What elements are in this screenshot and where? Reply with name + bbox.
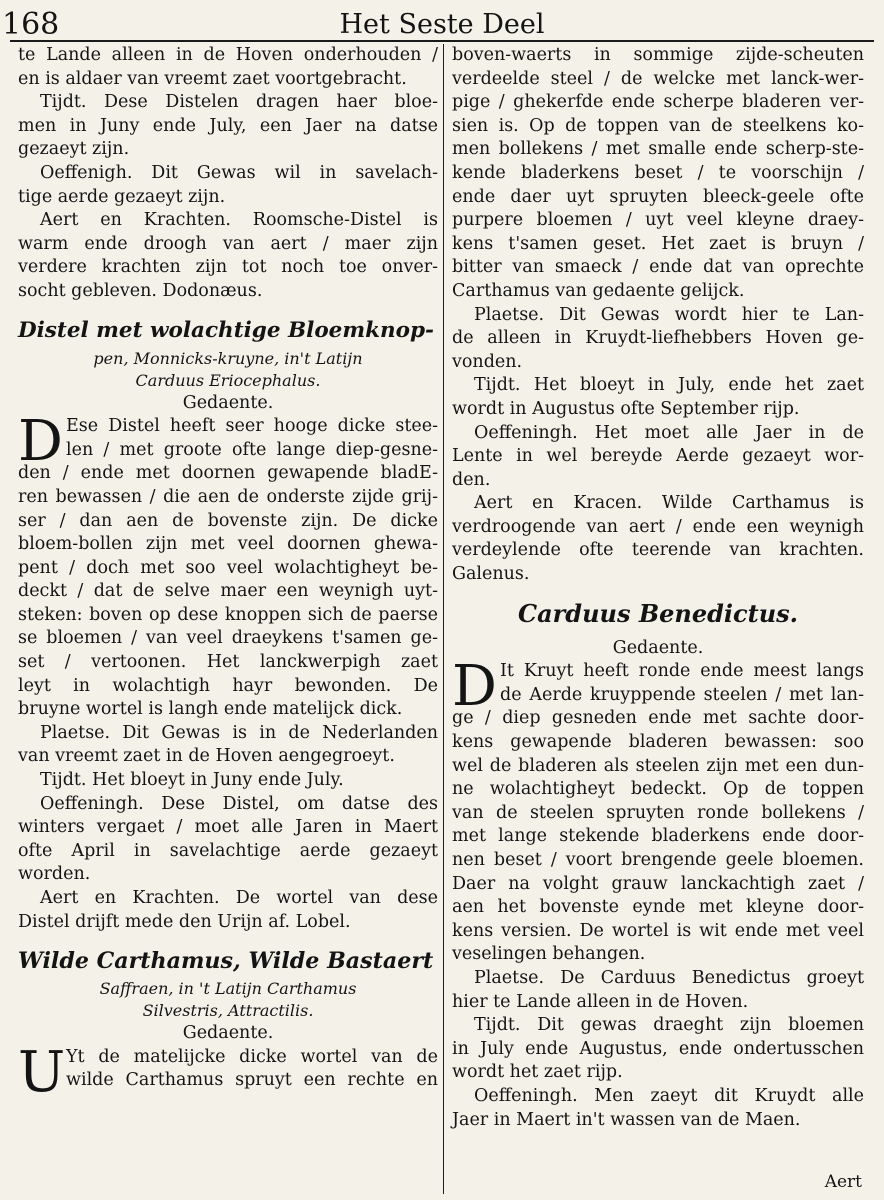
text-line: den / ende met doornen gewapende bladE- [18,463,438,484]
drop-cap-letter: D [452,654,497,720]
section-title: Wilde Carthamus, Wilde Bastaert [18,948,434,975]
drop-cap-letter: D [18,409,63,475]
text-line: ofte April in savelachtige aerde gezaeyt [18,840,438,861]
text-line: gezaeyt zijn. [18,139,130,160]
text-line: kende bladerkens beset / te voorschijn / [452,162,864,183]
text-line: Tijdt. Het bloeyt in July, ende het zaet [474,375,864,396]
text-line: Tijdt. Het bloeyt in Juny ende July. [40,770,344,791]
text-line: Jaer in Maert in't wassen van de Maen. [452,1109,801,1130]
text-line: den. [452,469,491,490]
spacer [452,587,864,597]
text-line: ne wolachtigheyt bedeckt. Op de toppen [452,779,864,800]
text-line: hier te Lande alleen in de Hoven. [452,991,749,1012]
text-line: purpere bloemen / uyt veel kleyne draey- [452,210,864,231]
text-line: de alleen in Kruydt-liefhebbers Hoven ge- [452,328,864,349]
text-line: len / met groote ofte lange diep-gesne- [66,439,438,460]
text-line: steken: boven op dese knoppen sich de paerse [18,604,438,625]
text-line: Aert en Kracen. Wilde Carthamus is [474,493,864,514]
text-line: tige aerde gezaeyt zijn. [18,186,226,207]
text-line: te Lande alleen in de Hoven onderhouden / [18,45,438,65]
text-line: kens t'samen geset. Het zaet is bruyn / [452,233,864,254]
text-line: Plaetse. Dit Gewas is in de Nederlanden [40,722,438,743]
right-column [452,44,864,1132]
text-line: Oeffeningh. Dese Distel, om datse des [40,793,438,814]
running-title: Het Seste Deel [339,9,545,40]
text-line: It Kruyt heeft ronde ende meest langs [500,661,864,682]
text-line: set / vertoonen. Het lanckwerpigh zaet [18,652,438,673]
text-line: boven-waerts in sommige zijde-scheuten [452,45,864,65]
text-line: Plaetse. De Carduus Benedictus groeyt [474,967,864,988]
text-line: Yt de matelijcke dicke wortel van de [66,1046,438,1067]
text-line: wel de bladeren als steelen zijn met een dun- [452,755,864,776]
subheading: Gedaente. [182,392,274,413]
text-line: men in Juny ende July, een Jaer na datse [18,115,438,136]
text-line: winters vergaet / moet alle Jaren in Maert [18,817,438,838]
text-line: in July ende Augustus, ende ondertusschen [452,1038,864,1059]
text-line: Plaetse. Dit Gewas wordt hier te Lan- [474,304,864,325]
subheading: Gedaente. [182,1023,274,1044]
section-subtitle: pen, Monnicks-kruyne, in't Latijn [93,348,363,368]
section-subtitle: Carduus Eriocephalus. [135,370,321,390]
text-line: Carthamus van gedaente gelijck. [452,280,745,301]
header-rule [10,40,874,42]
text-line: Tijdt. Dese Distelen dragen haer bloe- [40,92,438,113]
text-line: Aert en Krachten. De wortel van dese [40,888,438,908]
text-line: wordt in Augustus ofte September rijp. [452,398,800,419]
text-line: Aert en Krachten. Roomsche-Distel is [40,210,438,231]
column-divider [443,44,444,1194]
section-title: Distel met wolachtige Bloemknop- [18,317,434,343]
text-line: worden. [18,864,91,885]
text-line: ren bewassen / die aen de onderste zijde grij- [18,486,438,507]
text-line: leyt in wolachtigh hayr bewonden. De [18,675,438,696]
text-line: kens versien. De wortel is wit ende met veel [452,920,864,941]
text-line: verdroogende van aert / ende een weynigh [452,516,864,537]
text-line: Tijdt. Dit gewas draeght zijn bloemen [474,1015,864,1036]
text-line: bloem-bollen zijn met veel doornen ghewa- [18,534,438,555]
text-line: Oeffeningh. Het moet alle Jaer in de [474,422,864,443]
text-line: ge / diep gesneden ende met sachte door- [452,708,864,729]
text-line: men bollekens / met smalle ende scherp-ste- [452,139,864,160]
text-line: warm ende droogh van aert / maer zijn [18,233,438,254]
text-line: en is aldaer van vreemt zaet voortgebracht. [18,68,407,89]
text-line: met lange stekende bladerkens ende door- [452,826,864,847]
text-line: Daer na volght grauw lanckachtigh zaet / [452,873,864,894]
text-line: Distel drijft mede den Urijn af. Lobel. [18,911,351,932]
text-line: Oeffeningh. Men zaeyt dit Kruydt alle [474,1085,864,1106]
page-number: 168 [2,7,60,42]
text-line: vonden. [452,351,523,372]
text-line: verdere krachten zijn tot noch toe onver- [18,257,438,278]
section-subtitle: Silvestris, Attractilis. [142,1001,314,1021]
spacer [18,934,438,944]
spacer [18,304,438,314]
text-line: pent / doch met soo veel wolachtigheyt be- [18,557,438,578]
subheading: Gedaente. [612,637,704,658]
text-line: socht gebleven. Dodonæus. [18,280,263,301]
text-line: verdeelde steel / de welcke met lanck-wer- [452,68,864,89]
text-line: nen beset / voort brengende geele bloemen. [452,850,864,870]
text-line: Galenus. [452,564,530,585]
section-title: Carduus Benedictus. [517,598,799,628]
text-line: Ese Distel heeft seer hooge dicke stee- [66,416,438,437]
text-line: se bloemen / van veel draeykens t'samen ge- [18,628,438,649]
text-line: Lente in wel bereyde Aerde gezaeyt wor- [452,446,864,467]
section-subtitle: Saffraen, in 't Latijn Carthamus [99,979,357,999]
text-line: Oeffenigh. Dit Gewas wil in savelach- [40,162,438,183]
text-line: wilde Carthamus spruyt een rechte en [66,1070,438,1091]
text-line: ende daer uyt spruyten bleeck-geele ofte [452,186,864,207]
left-column [18,44,438,1105]
catchword: Aert [824,1172,862,1192]
text-line: van de steelen spruyten ronde bollekens / [452,802,864,823]
text-line: bitter van smaeck / ende dat van oprechte [452,257,864,278]
text-line: pige / ghekerfde ende scherpe bladeren ver- [452,92,864,113]
text-line: bruyne wortel is langh ende matelijck dick. [18,699,403,720]
text-line: wordt het zaet rijp. [452,1062,623,1083]
text-line: sien is. Op de toppen van de steelkens ko- [452,115,864,136]
text-line: deckt / dat de selve maer een weynigh uyt- [18,581,438,602]
text-line: van vreemt zaet in de Hoven aengegroeyt. [18,746,395,767]
drop-cap-letter: U [18,1039,66,1105]
text-line: kens gewapende bladeren bewassen: soo [452,732,864,753]
text-line: verdeylende ofte teerende van krachten. [452,540,864,561]
text-line: aen het bovenste eynde met kleyne door- [452,897,864,918]
text-line: de Aerde kruyppende steelen / met lan- [500,684,864,705]
running-header [0,8,884,42]
text-line: ser / dan aen de bovenste zijn. De dicke [18,510,438,531]
drop-cap-paragraph [18,1039,438,1105]
text-line: veselingen behangen. [452,944,646,965]
